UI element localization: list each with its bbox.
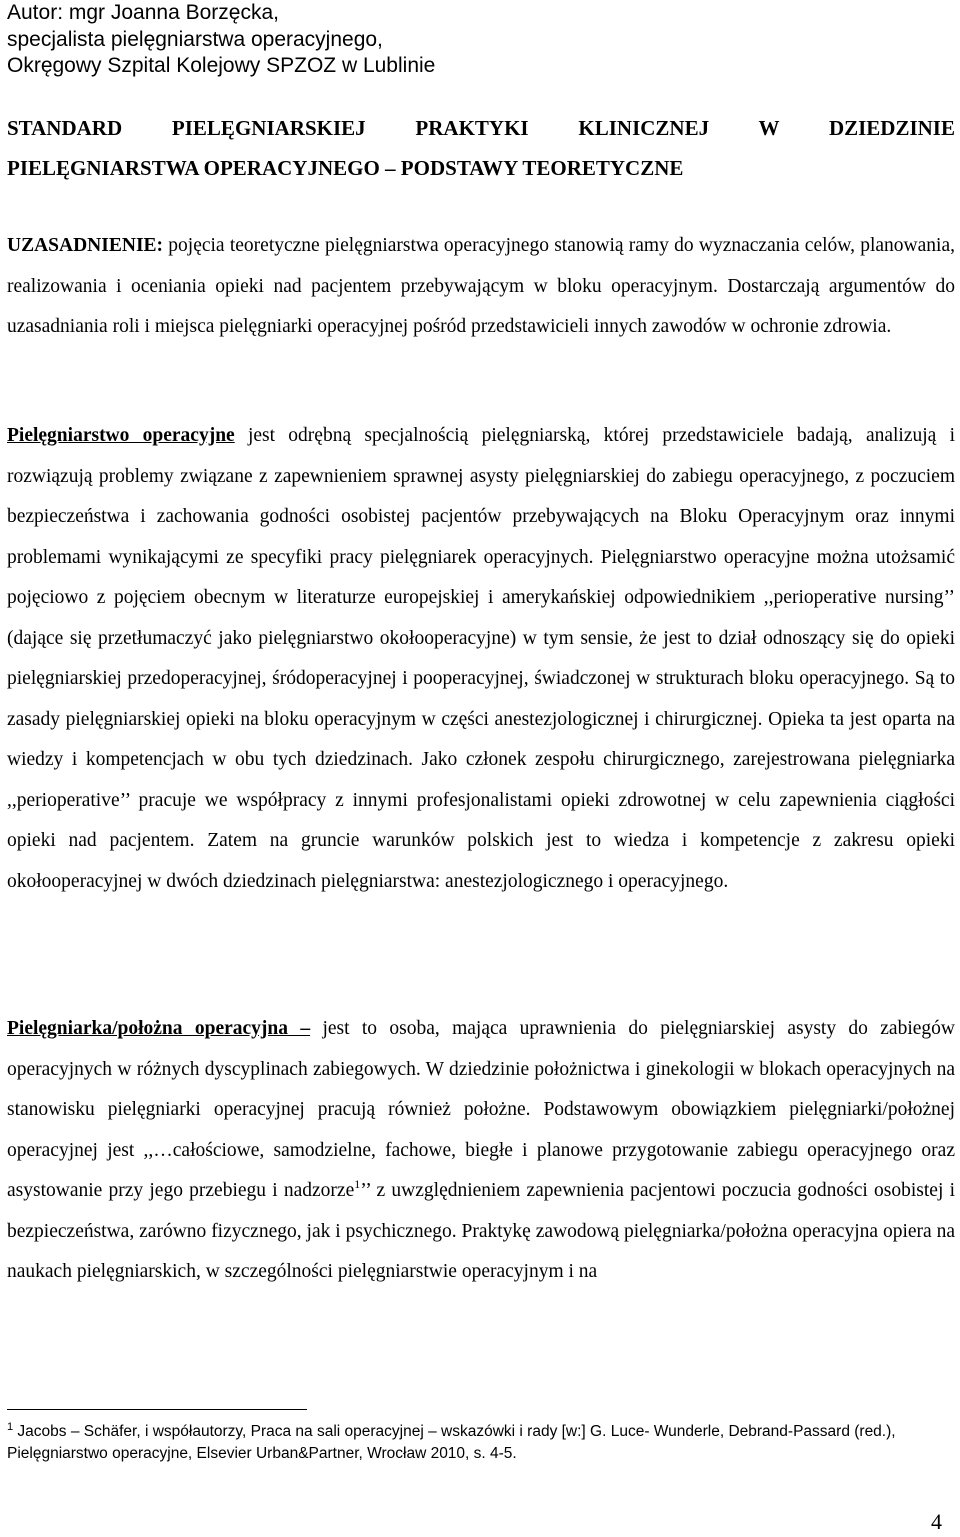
author-name: Autor: mgr Joanna Borzęcka, xyxy=(7,1,279,24)
definition-text-after-ref: ’’ z uwzględnieniem zapewnienia pacjentowi poczucia godności osobistej i bezpieczeństwa, zarówno fizycznego, jak i psychicznego. Praktykę zawodową pielęgniarka/położna operacyjna opiera na naukach pielęgniarskich, w szczególności pielęgniarstwie operacyjnym i na xyxy=(7,1180,955,1282)
author-block xyxy=(7,0,435,80)
definition-text-before-ref: jest to osoba, mająca uprawnienia do pielęgniarskiej asysty do zabiegów operacyjnych w różnych dyscyplinach zabiegowych. W dziedzinie położnictwa i ginekologii w blokach operacyjnych na stanowisku pielęgniarki operacyjnej pracują również położne. Podstawowym obowiązkiem pielęgniarki/położnej operacyjnej jest ,,…całościowe, samodzielne, fachowe, biegłe i planowe przygotowanie zabiegu operacyjnego oraz asystowanie przy jego przebiegu i nadzorze xyxy=(7,1018,955,1201)
justification-paragraph xyxy=(7,226,955,348)
page-number: 4 xyxy=(931,1509,942,1534)
footnote-reference: 1 xyxy=(354,1177,361,1191)
justification-label: UZASADNIENIE: xyxy=(7,235,164,256)
definition-paragraph-perioperative-nursing xyxy=(7,416,955,902)
justification-text: pojęcia teoretyczne pielęgniarstwa operacyjnego stanowią ramy do wyznaczania celów, planowania, realizowania i oceniania opieki nad pacjentem przebywającym w bloku operacyjnym. Dostarczają argumentów do uzasadniania roli i miejsca pielęgniarki operacyjnej pośród przedstawicieli innych zawodów w ochronie zdrowia. xyxy=(7,235,955,337)
author-title: specjalista pielęgniarstwa operacyjnego, xyxy=(7,27,383,51)
document-title-line-2: PIELĘGNIARSTWA OPERACYJNEGO – PODSTAWY TEORETYCZNE xyxy=(7,156,684,180)
footnote-number: 1 xyxy=(7,1421,14,1433)
definition-term: Pielęgniarka/położna operacyjna – xyxy=(7,1018,311,1039)
footnote xyxy=(7,1416,955,1465)
definition-paragraph-operating-nurse xyxy=(7,1009,955,1293)
footnote-text: Jacobs – Schäfer, i współautorzy, Praca na sali operacyjnej – wskazówki i rady [w:] G. Luce- Wunderle, Debrand-Passard (red.), Pielęgniarstwo operacyjne, Elsevier Urban&Partner, Wrocław 2010, s. 4-5. xyxy=(7,1423,896,1462)
definition-term: Pielęgniarstwo operacyjne xyxy=(7,425,235,446)
document-title-line-1: STANDARD PIELĘGNIARSKIEJ PRAKTYKI KLINICZNEJ W DZIEDZINIE xyxy=(7,116,955,140)
author-affiliation: Okręgowy Szpital Kolejowy SPZOZ w Lublinie xyxy=(7,54,436,77)
footnote-separator xyxy=(7,1409,307,1410)
definition-text: jest odrębną specjalnością pielęgniarską, której przedstawiciele badają, analizują i rozwiązują problemy związane z zapewnieniem sprawnej asysty pielęgniarskiej do zabiegu operacyjnego, z poczuciem bezpieczeństwa i zachowania godności osobistej pacjentów przebywających na Bloku Operacyjnym oraz innymi problemami wynikającymi ze specyfiki pracy pielęgniarek operacyjnych. Pielęgniarstwo operacyjne można utożsamić pojęciowo z pojęciem obecnym w literaturze europejskiej i amerykańskiej odpowiednikiem ,,perioperative nursing’’ (dające się przetłumaczyć jako pielęgniarstwo okołooperacyjne) w tym sensie, że jest to dział odnoszący się do opieki pielęgniarskiej przedoperacyjnej, śródoperacyjnej i pooperacyjnej, świadczonej w strukturach bloku operacyjnego. Są to zasady pielęgniarskiej opieki na bloku operacyjnym w części anestezjologicznej i chirurgicznej. Opieka ta jest oparta na wiedzy i kompetencjach w obu tych dziedzinach. Jako członek zespołu chirurgicznego, zarejestrowana pielęgniarka ,,perioperative’’ pracuje we współpracy z innymi profesjonalistami opieki zdrowotnej w celu zapewnienia ciągłości opieki nad pacjentem. Zatem na gruncie warunków polskich jest to wiedza i kompetencje z zakresu opieki okołooperacyjnej w dwóch dziedzinach pielęgniarstwa: anestezjologicznego i operacyjnego. xyxy=(7,425,955,892)
